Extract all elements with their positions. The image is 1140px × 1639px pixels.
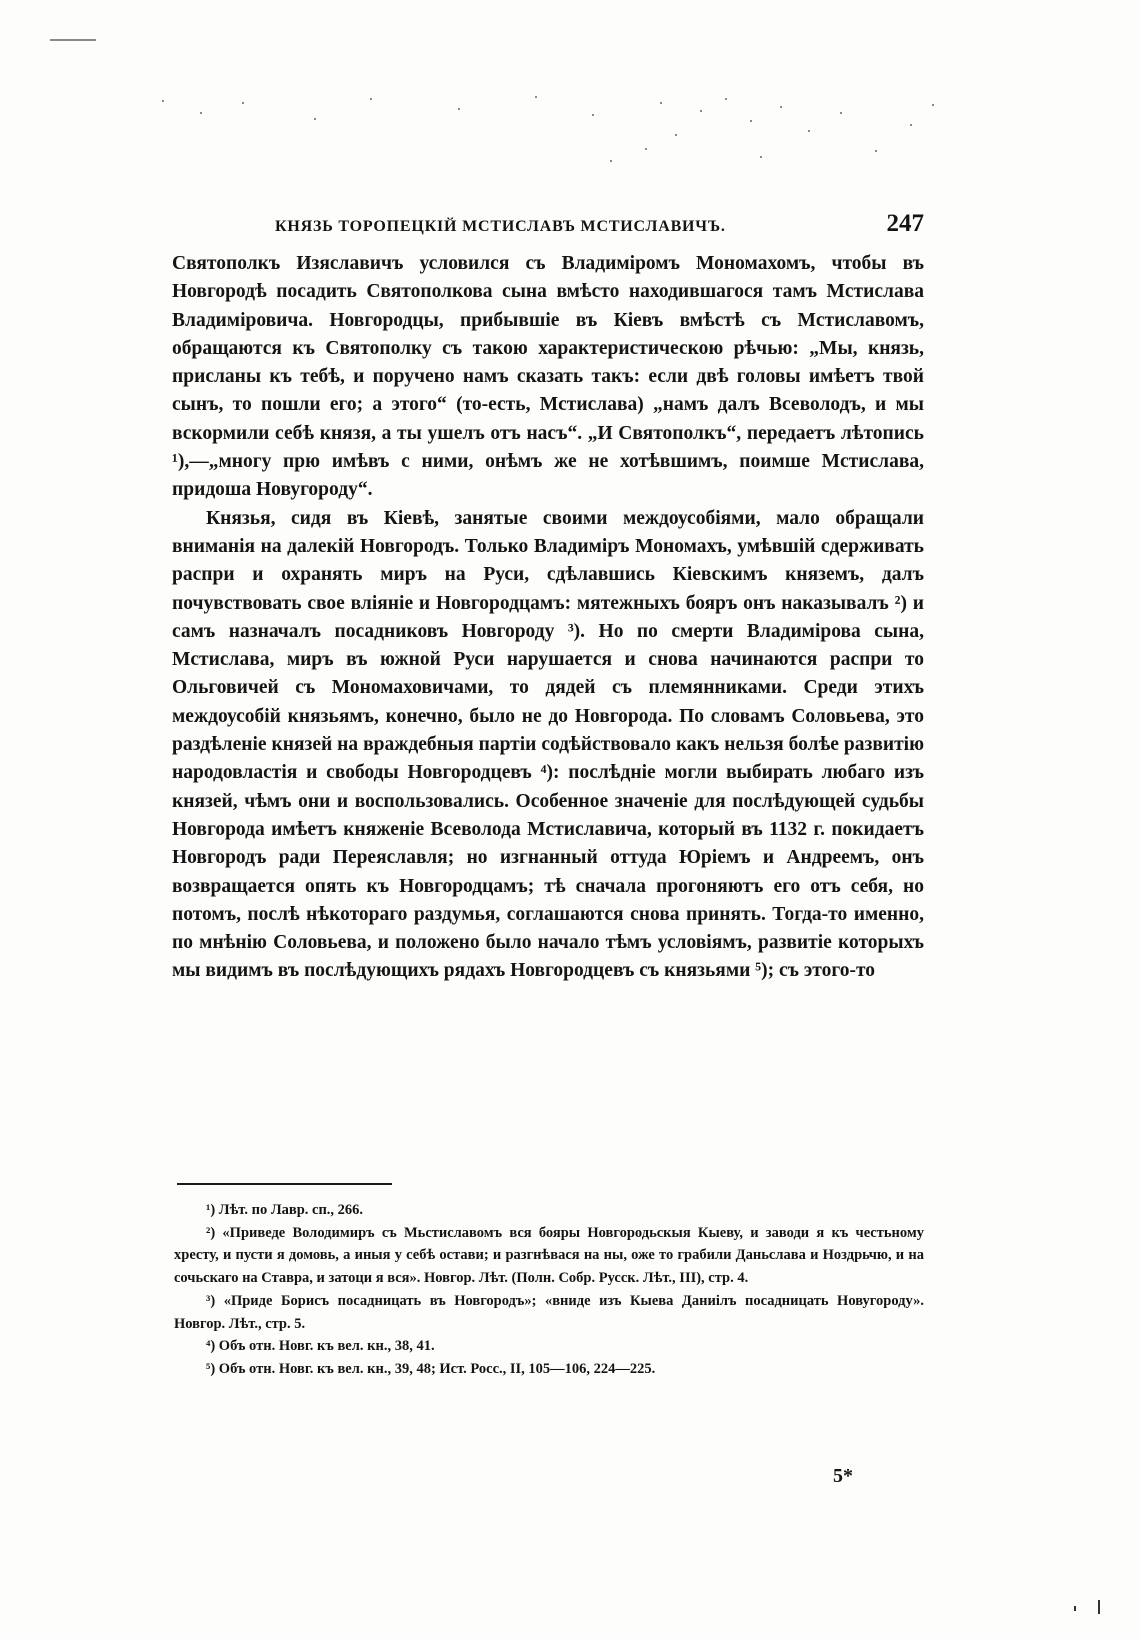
footnote: ³) «Приде Борисъ посадницать въ Новгородъ»; «вниде изъ Кыева Даниілъ посадницать Новугороду». Новгор. Лѣт., стр. 5. — [174, 1292, 924, 1332]
footnote: ⁵) Объ отн. Новг. къ вел. кн., 39, 48; Ист. Росс., II, 105—106, 224—225. — [206, 1360, 656, 1377]
margin-mark — [1074, 1606, 1076, 1611]
footnote: ⁴) Объ отн. Новг. къ вел. кн., 38, 41. — [206, 1338, 435, 1355]
margin-mark — [1098, 1600, 1100, 1614]
page-number: 247 — [886, 210, 924, 237]
body-text — [172, 250, 924, 986]
corner-rule — [50, 39, 96, 41]
running-title: КНЯЗЬ ТОРОПЕЦКІЙ МСТИСЛАВЪ МСТИСЛАВИЧЪ. — [275, 218, 726, 235]
running-head — [172, 210, 924, 244]
footnotes — [174, 1199, 924, 1381]
paragraph: Святополкъ Изяславичъ условился съ Владиміромъ Мономахомъ, чтобы въ Новгородѣ посадить Святополкова сына вмѣсто находившагося тамъ Мстислава Владиміровича. Новгородцы, прибывшіе въ Кіевъ вмѣстѣ съ Мстиславомъ, обращаются къ Святополку съ такою характеристическою рѣчью: „Мы, князь, присланы къ тебѣ, и поручено намъ сказать такъ: если двѣ головы имѣетъ твой сынъ, то пошли его; а этого“ (то-есть, Мстислава) „намъ далъ Всеволодъ, и мы вскормили себѣ князя, а ты ушелъ отъ насъ“. „И Святополкъ“, передаетъ лѣтопись ¹),—„многу прю имѣвъ с ними, онѣмъ же не хотѣвшимъ, поимше Мстислава, придоша Новугороду“. — [172, 253, 924, 501]
footnote: ¹) Лѣт. по Лавр. сп., 266. — [206, 1202, 364, 1218]
footnote: ²) «Приведе Володимиръ съ Мьстиславомъ вся бояры Новгородьскыя Кыеву, и заводи я къ честьному хресту, и пусти я домовь, а иныя у себѣ остави; и разгнѣвася на ны, оже то грабили Даньслава и Ноздрьчю, и на сочьскаго на Ставра, и затоци я вся». Новгор. Лѣт. (Полн. Собр. Русск. Лѣт., III), стр. 4. — [174, 1224, 924, 1287]
signature-mark: 5* — [833, 1465, 853, 1487]
paragraph: Князья, сидя въ Кіевѣ, занятые своими междоусобіями, мало обращали вниманія на далекій Новгородъ. Только Владиміръ Мономахъ, умѣвшій сдерживать распри и охранять миръ на Руси, сдѣлавшись Кіевскимъ княземъ, далъ почувствовать свое вліяніе и Новгородцамъ: мятежныхъ бояръ онъ наказывалъ ²) и самъ назначалъ посадниковъ Новгороду ³). Но по смерти Владимірова сына, Мстислава, миръ въ южной Руси нарушается и снова начинаются распри то Ольговичей съ Мономаховичами, то дядей съ племянниками. Среди этихъ междоусобій князьямъ, конечно, было не до Новгорода. По словамъ Соловьева, это раздѣленіе князей на враждебныя партіи содѣйствовало какъ нельзя болѣе развитію народовластія и свободы Новгородцевъ ⁴): послѣдніе могли выбирать любаго изъ князей, чѣмъ они и воспользовались. Особенное значеніе для послѣдующей судьбы Новгорода имѣетъ княженіе Всеволода Мстиславича, который въ 1132 г. покидаетъ Новгородъ ради Переяславля; но изгнанный оттуда Юріемъ и Андреемъ, онъ возвращается опять къ Новгородцамъ; тѣ сначала прогоняютъ его отъ себя, но потомъ, послѣ нѣкотораго раздумья, соглашаются снова принять. Тогда-то именно, по мнѣнію Соловьева, и положено было начало тѣмъ условіямъ, развитіе которыхъ мы видимъ въ послѣдующихъ рядахъ Новгородцевъ съ князьями ⁵); съ этого-то — [172, 507, 924, 982]
print-specks — [140, 90, 940, 200]
footnote-divider — [177, 1183, 392, 1185]
